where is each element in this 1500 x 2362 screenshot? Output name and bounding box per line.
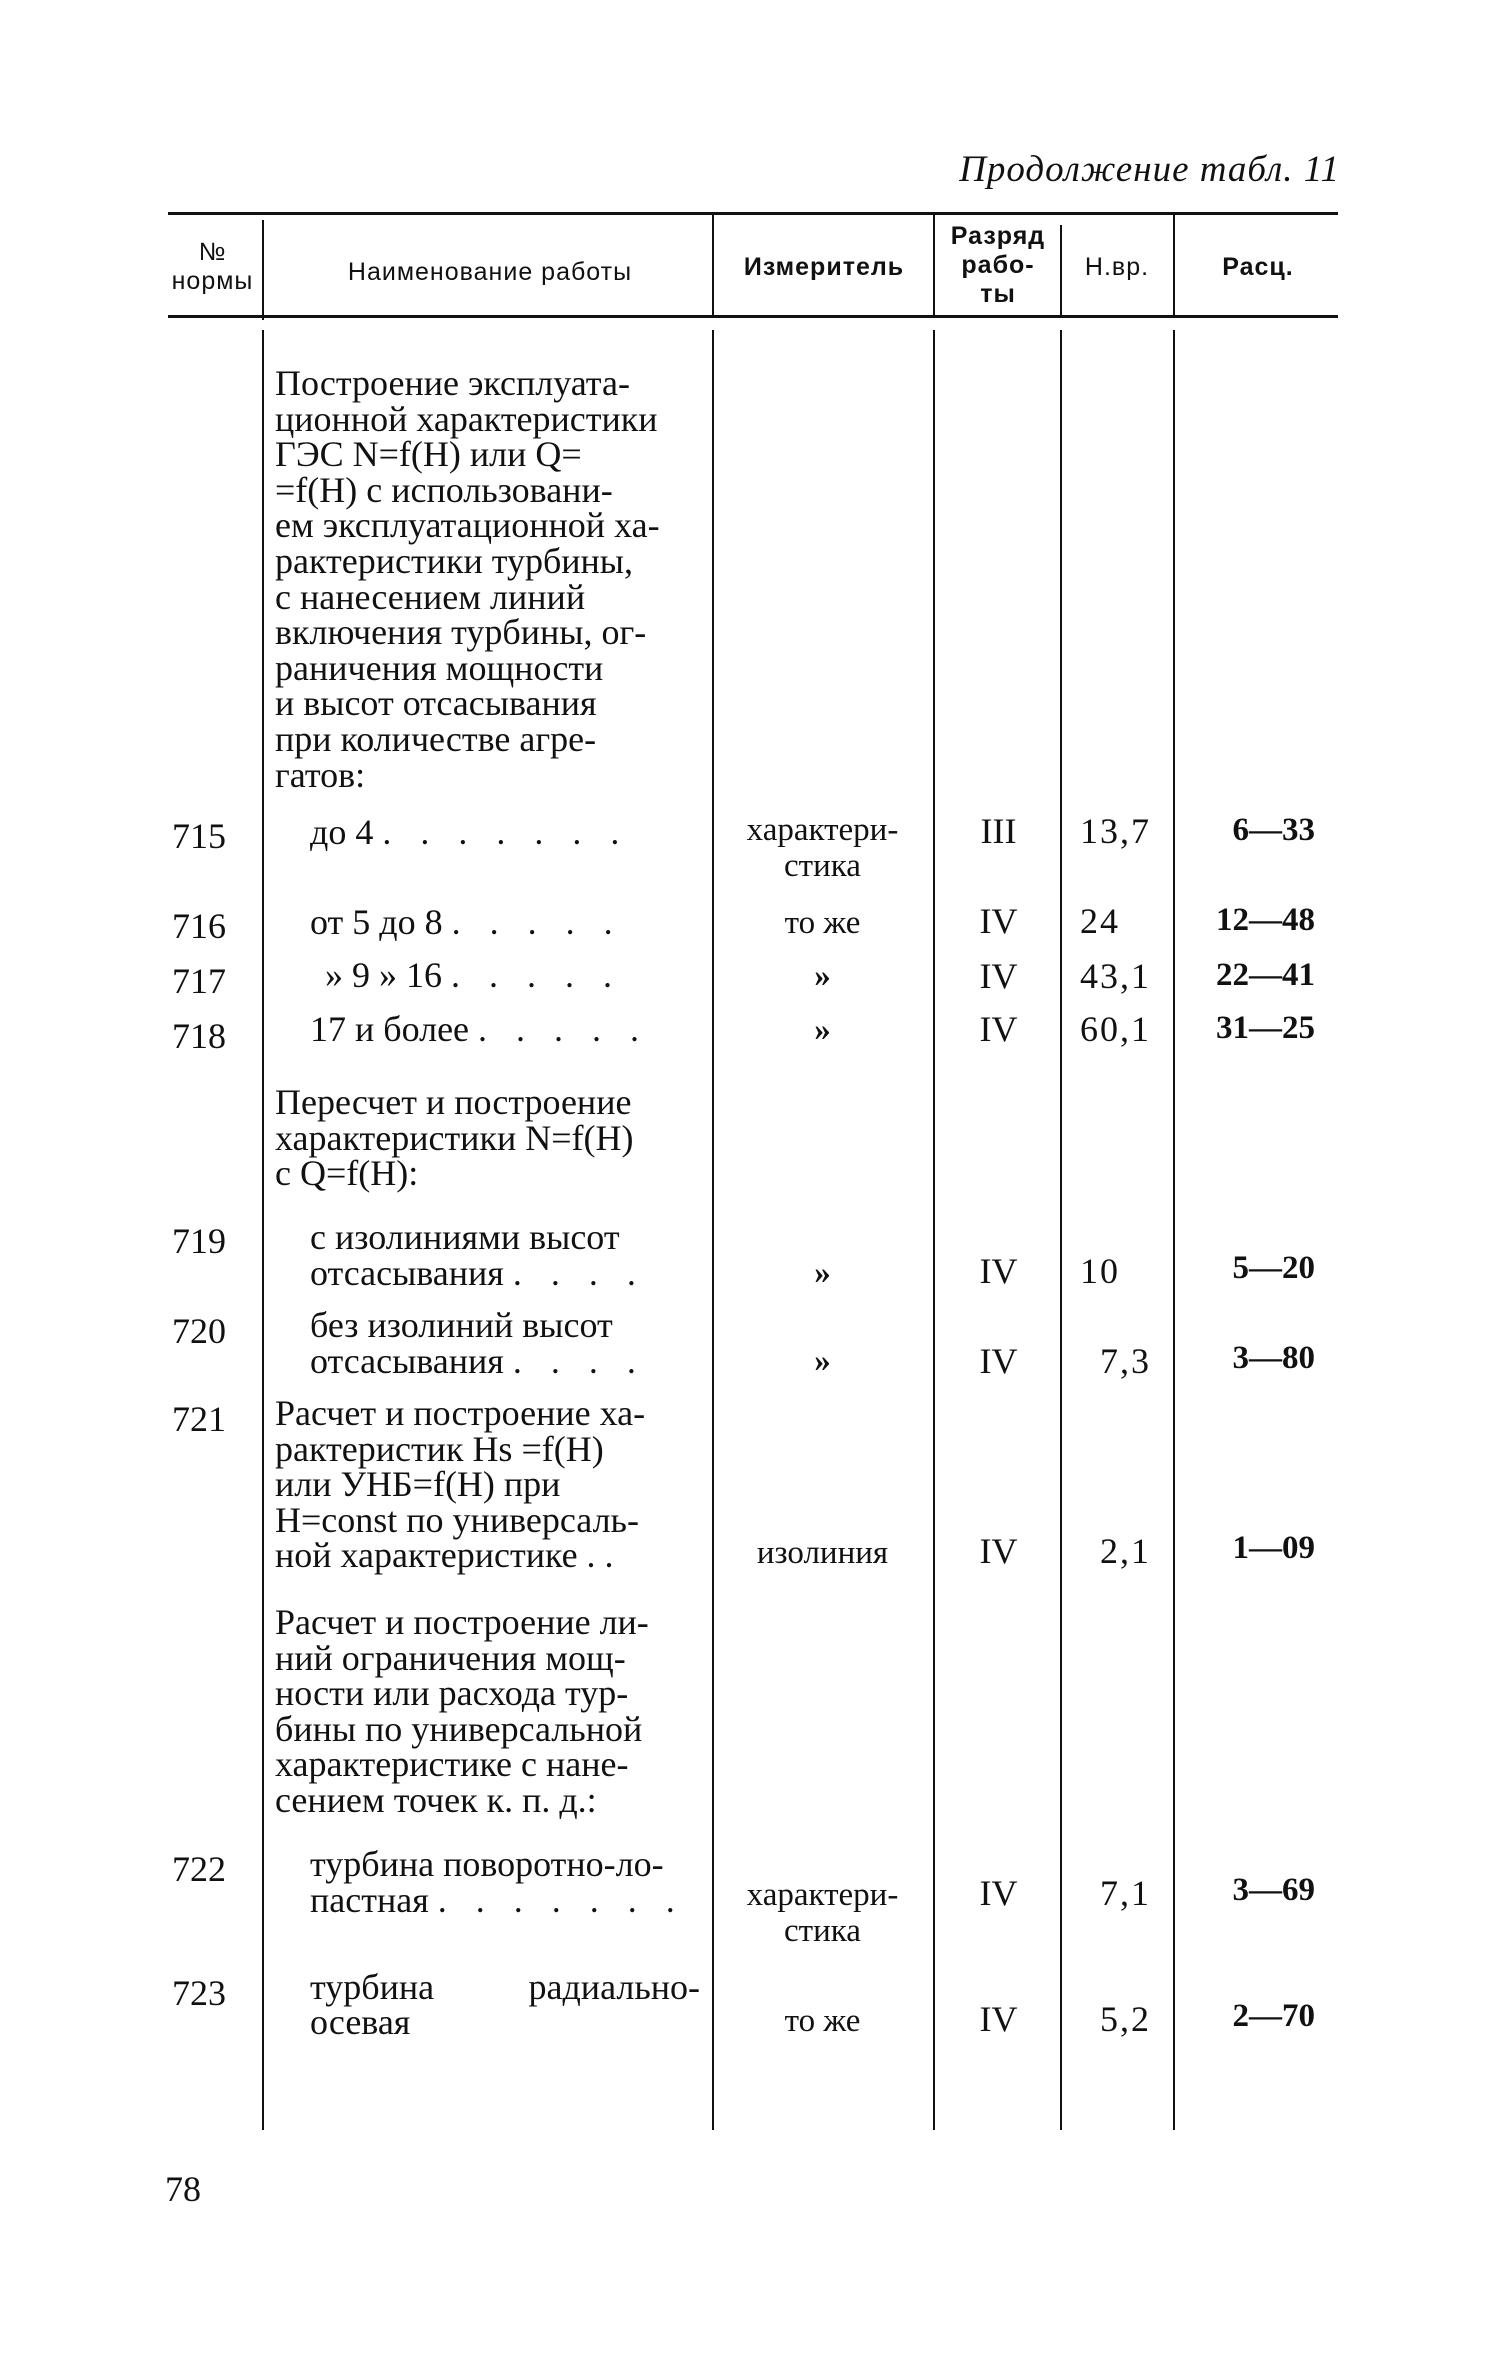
work-item (325, 955, 700, 995)
time-norm-cell: 7,3 (1100, 1341, 1151, 1381)
header-num-line1: № (198, 238, 227, 266)
time-norm-cell: 5,2 (1100, 1999, 1151, 2039)
measure-cell: то же (784, 2003, 861, 2039)
work-item-text: отсасывания (310, 1252, 504, 1293)
header-num (165, 238, 260, 296)
rate-cell: 22—41 (1216, 957, 1315, 993)
time-norm-cell: 7,1 (1100, 1873, 1151, 1913)
time-norm-cell: 10 (1080, 1251, 1120, 1291)
desc-line: и высот отсасывания (275, 683, 597, 724)
desc-line: ной характеристике . . (275, 1535, 614, 1576)
measure-cell: » (814, 1255, 831, 1291)
measure-line: характери- (746, 1877, 899, 1913)
rate-cell: 12—48 (1216, 902, 1315, 938)
work-item-text: 17 и более (310, 1009, 470, 1049)
desc-line: гатов: (275, 754, 366, 795)
work-item-line: турбина радиально- (310, 1967, 700, 2007)
work-item-text: от 5 до 8 (310, 902, 443, 942)
grade-cell: IV (979, 1531, 1018, 1571)
time-norm-cell: 60,1 (1080, 1009, 1151, 1049)
desc-line: рактеристики турбины, (275, 540, 633, 581)
grade-cell: IV (979, 1251, 1018, 1291)
desc-line: или УНБ=f(H) при (275, 1464, 561, 1505)
measure-line: характери- (746, 812, 899, 848)
work-item (310, 902, 700, 942)
header-num-line2: нормы (171, 267, 254, 295)
work-item-line: турбина поворотно-ло- (310, 1844, 664, 1884)
header-grade-line2: рабо- (961, 251, 1035, 279)
grade-cell: IV (979, 1873, 1018, 1913)
work-item-cont (310, 2002, 700, 2042)
work-item (310, 1305, 700, 1381)
body-divider-4 (1060, 330, 1062, 2130)
norm-number: 715 (172, 816, 226, 856)
work-item-text: пастная (310, 1879, 429, 1920)
leader-dots: . . . . (512, 1340, 646, 1381)
grade-cell: IV (979, 956, 1018, 996)
running-head: Продолжение табл. 11 (959, 149, 1340, 190)
rate-cell: 31—25 (1216, 1010, 1315, 1046)
norm-number: 723 (172, 1973, 226, 2013)
desc-line: H=const по универсаль- (275, 1499, 639, 1540)
group-heading-1 (275, 363, 700, 795)
body-divider-1 (262, 330, 264, 2130)
desc-line: Расчет и построение ли- (275, 1602, 649, 1642)
desc-line: Построение эксплуата- (275, 363, 630, 403)
work-item (310, 1217, 700, 1293)
work-item-line2 (310, 1340, 700, 1381)
time-norm-cell: 43,1 (1080, 956, 1151, 996)
rate-cell: 3—80 (1232, 1340, 1315, 1376)
header-grade-line1: Разряд (950, 222, 1046, 250)
desc-line: Пересчет и построение (275, 1082, 632, 1122)
desc-line: Расчет и построение ха- (275, 1393, 646, 1433)
work-item-text: до 4 (310, 812, 374, 852)
work-item-line: без изолиний высот (310, 1305, 613, 1345)
measure-line: стика (784, 1913, 861, 1949)
leader-dots: . . . . . (451, 955, 622, 995)
measure-cell: » (814, 1012, 831, 1048)
work-item-line2 (310, 1252, 700, 1293)
header-divider-1 (262, 220, 264, 320)
grade-cell: III (980, 811, 1017, 851)
desc-line: сением точек к. п. д.: (275, 1779, 597, 1820)
body-divider-3 (933, 330, 935, 2130)
header-grade-line3: ты (980, 280, 1016, 308)
leader-dots: . . . . (512, 1252, 646, 1293)
measure-cell (720, 812, 925, 884)
desc-line: бины по универсальной (275, 1708, 643, 1749)
rate-cell: 5—20 (1232, 1250, 1315, 1286)
desc-line: ГЭС N=f(H) или Q= (275, 434, 582, 475)
header-grade (937, 222, 1059, 309)
desc-line: с нанесением линий (275, 576, 586, 617)
work-item-text: отсасывания (310, 1340, 504, 1381)
norm-number: 716 (172, 906, 226, 946)
leader-dots: . . . . . (478, 1009, 650, 1049)
leader-dots: . . . . . . . (382, 812, 630, 852)
work-item (275, 1393, 700, 1576)
time-norm-cell: 2,1 (1100, 1531, 1151, 1571)
desc-line: характеристики N=f(H) (275, 1117, 634, 1158)
header-divider-2 (712, 215, 714, 318)
desc-line: характеристике с нане- (275, 1744, 629, 1785)
desc-line: с Q=f(H): (275, 1153, 419, 1194)
group-heading-3 (275, 1602, 700, 1820)
norm-number: 722 (172, 1849, 226, 1889)
table-header-bottom-rule (168, 315, 1338, 318)
rate-cell: 3—69 (1232, 1872, 1315, 1908)
work-item (310, 1009, 700, 1049)
measure-line: стика (784, 848, 861, 884)
body-divider-5 (1173, 330, 1175, 2130)
work-item-text: » 9 » 16 (325, 955, 442, 995)
desc-line: =f(H) с использовани- (275, 469, 613, 510)
header-divider-3 (933, 215, 935, 318)
work-item (310, 812, 700, 852)
measure-cell: то же (784, 905, 861, 941)
header-nvr: Н.вр. (1084, 253, 1150, 281)
measure-cell: изолиния (756, 1535, 889, 1571)
grade-cell: IV (979, 1009, 1018, 1049)
header-measure: Измеритель (743, 253, 905, 281)
body-divider-2 (712, 330, 714, 2130)
work-item-line: с изолиниями высот (310, 1217, 620, 1257)
norm-number: 719 (172, 1221, 226, 1261)
work-item (310, 1967, 700, 2007)
leader-dots: . . . . . (451, 902, 623, 942)
measure-cell: » (814, 1343, 831, 1379)
time-norm-cell: 24 (1080, 901, 1120, 941)
desc-line: включения турбины, ог- (275, 612, 647, 653)
table-top-rule (168, 212, 1338, 215)
rate-cell: 1—09 (1232, 1530, 1315, 1566)
norm-number: 720 (172, 1311, 226, 1351)
desc-line: рактеристик Hs =f(H) (275, 1428, 604, 1469)
time-norm-cell: 13,7 (1080, 811, 1151, 851)
group-heading-2 (275, 1082, 700, 1194)
desc-line: ем эксплуатационной ха- (275, 505, 660, 546)
grade-cell: IV (979, 901, 1018, 941)
grade-cell: IV (979, 1341, 1018, 1381)
desc-line: при количестве агре- (275, 718, 597, 759)
desc-line: ний ограничения мощ- (275, 1637, 626, 1678)
measure-cell: » (814, 958, 831, 994)
rate-cell: 2—70 (1232, 1998, 1315, 2034)
norm-number: 721 (172, 1399, 226, 1439)
rate-cell: 6—33 (1232, 812, 1315, 848)
header-rate: Расц. (1222, 253, 1294, 281)
measure-cell (720, 1877, 925, 1949)
header-divider-5 (1173, 215, 1175, 318)
work-item-line2 (310, 1879, 700, 1920)
norm-number: 718 (172, 1016, 226, 1056)
desc-line: раничения мощности (275, 647, 604, 688)
grade-cell: IV (979, 1999, 1018, 2039)
leader-dots: . . . . . . . (437, 1879, 685, 1920)
work-item (310, 1844, 700, 1920)
desc-line: ности или расхода тур- (275, 1673, 629, 1714)
work-item-text: осевая (310, 2002, 411, 2042)
desc-line: ционной характеристики (275, 398, 658, 439)
page-number: 78 (165, 2169, 201, 2209)
header-name: Наименование работы (347, 258, 633, 286)
norm-number: 717 (172, 961, 226, 1001)
